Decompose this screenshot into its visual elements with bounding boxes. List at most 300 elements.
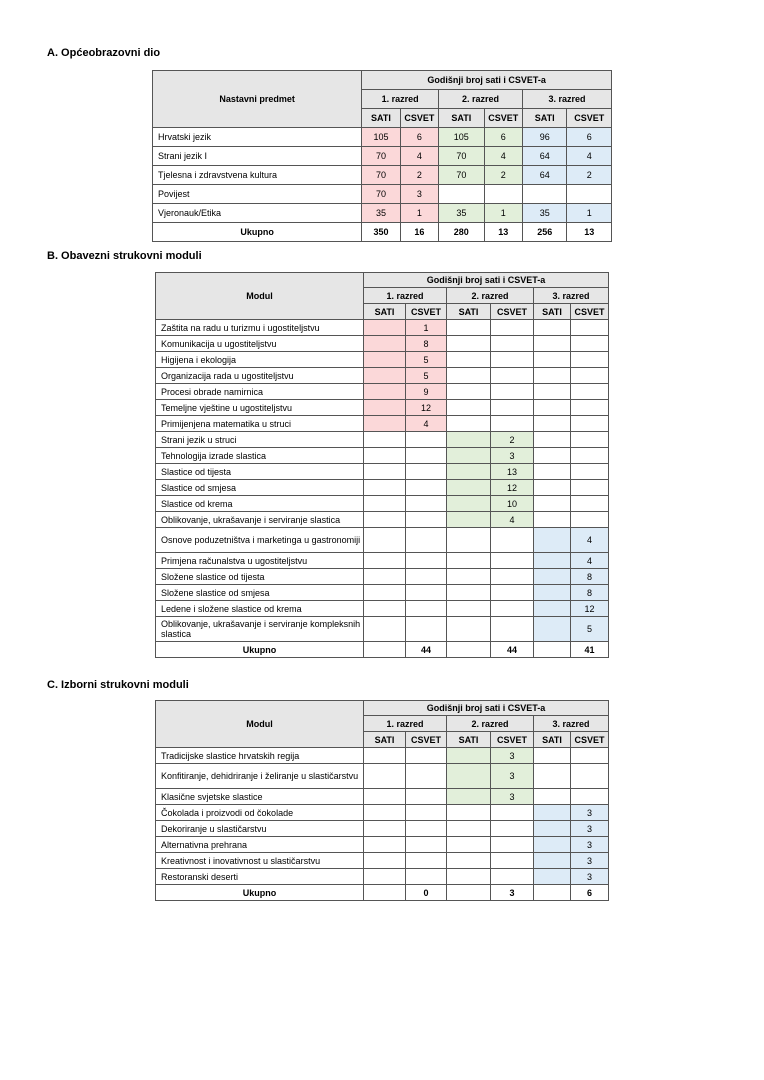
sati-cell: [364, 764, 406, 789]
sati-cell: [534, 821, 571, 837]
sati-cell: [534, 464, 571, 480]
sati-cell: [439, 185, 484, 204]
sati-cell: [534, 585, 571, 601]
table-row: [156, 480, 609, 496]
csvet-cell: [491, 569, 534, 585]
csvet-cell: 3: [571, 805, 609, 821]
csvet-cell: 3: [491, 764, 534, 789]
row-name: Konfitiranje, dehidriranje i želiranje u slastičarstvu: [156, 764, 364, 789]
csvet-cell: 4: [571, 528, 609, 553]
sati-cell: 70: [439, 147, 484, 166]
sati-cell: [447, 528, 491, 553]
total-cell: 3: [491, 885, 534, 901]
row-name: Tradicijske slastice hrvatskih regija: [156, 748, 364, 764]
sati-cell: [534, 416, 571, 432]
csvet-cell: 3: [400, 185, 438, 204]
sati-cell: [364, 585, 406, 601]
row-name: Procesi obrade namirnica: [156, 384, 364, 400]
csvet-cell: [491, 400, 534, 416]
csvet-cell: [406, 601, 447, 617]
csvet-cell: [491, 601, 534, 617]
sati-cell: [447, 585, 491, 601]
sati-cell: [447, 336, 491, 352]
sati-cell: [534, 617, 571, 642]
csvet-cell: [571, 384, 609, 400]
sati-cell: [364, 528, 406, 553]
first-column-header: Modul: [156, 273, 364, 320]
sati-cell: 105: [362, 128, 400, 147]
first-column-header: Modul: [156, 701, 364, 748]
csvet-cell: [491, 352, 534, 368]
total-cell: [364, 885, 406, 901]
row-name: Vjeronauk/Etika: [153, 204, 362, 223]
sati-cell: [364, 320, 406, 336]
csvet-cell: [484, 185, 522, 204]
csvet-cell: 3: [491, 789, 534, 805]
csvet-cell: [406, 496, 447, 512]
table-row: [156, 448, 609, 464]
csvet-cell: [571, 464, 609, 480]
sati-cell: [534, 805, 571, 821]
csvet-cell: [406, 448, 447, 464]
csvet-cell: [571, 764, 609, 789]
csvet-cell: [406, 553, 447, 569]
sati-cell: [447, 416, 491, 432]
csvet-cell: [571, 416, 609, 432]
csvet-cell: 5: [571, 617, 609, 642]
total-label: Ukupno: [156, 642, 364, 658]
sati-cell: 70: [362, 147, 400, 166]
csvet-cell: 3: [571, 869, 609, 885]
sati-cell: [364, 617, 406, 642]
table-row: [156, 764, 609, 789]
table-row: [156, 748, 609, 764]
csvet-cell: 3: [491, 748, 534, 764]
csvet-cell: [491, 805, 534, 821]
sati-cell: 70: [362, 185, 400, 204]
sati-cell: [447, 384, 491, 400]
csvet-cell: [491, 853, 534, 869]
table-row: [153, 185, 612, 204]
csvet-cell: 12: [491, 480, 534, 496]
csvet-header: CSVET: [491, 304, 534, 320]
total-cell: [447, 642, 491, 658]
year-header: 3. razred: [522, 90, 611, 109]
csvet-cell: [571, 320, 609, 336]
table-row: [153, 147, 612, 166]
year-header: 1. razred: [364, 288, 447, 304]
row-name: Temeljne vještine u ugostiteljstvu: [156, 400, 364, 416]
sati-cell: [364, 601, 406, 617]
group-header: Godišnji broj sati i CSVET-a: [364, 273, 609, 288]
sati-cell: [534, 789, 571, 805]
csvet-cell: [491, 528, 534, 553]
csvet-cell: [406, 432, 447, 448]
csvet-cell: [406, 585, 447, 601]
csvet-cell: 9: [406, 384, 447, 400]
sati-cell: [447, 837, 491, 853]
csvet-cell: 6: [567, 128, 612, 147]
csvet-cell: 4: [491, 512, 534, 528]
sati-cell: [522, 185, 566, 204]
sati-cell: [447, 432, 491, 448]
row-name: Klasične svjetske slastice: [156, 789, 364, 805]
csvet-cell: 3: [571, 853, 609, 869]
sati-cell: [447, 400, 491, 416]
year-header: 1. razred: [362, 90, 439, 109]
row-name: Higijena i ekologija: [156, 352, 364, 368]
csvet-cell: [406, 853, 447, 869]
sati-cell: [447, 464, 491, 480]
csvet-header: CSVET: [491, 732, 534, 748]
total-cell: 350: [362, 223, 400, 242]
total-label: Ukupno: [156, 885, 364, 901]
table-general-education: [152, 70, 612, 242]
sati-cell: 70: [439, 166, 484, 185]
sati-cell: [447, 512, 491, 528]
csvet-cell: [406, 617, 447, 642]
sati-cell: [534, 748, 571, 764]
sati-cell: [364, 336, 406, 352]
row-name: Ledene i složene slastice od krema: [156, 601, 364, 617]
year-header: 3. razred: [534, 716, 609, 732]
csvet-cell: [571, 480, 609, 496]
sati-cell: [534, 320, 571, 336]
sati-cell: [447, 496, 491, 512]
sati-cell: 64: [522, 166, 566, 185]
csvet-cell: 4: [484, 147, 522, 166]
total-cell: 0: [406, 885, 447, 901]
table-row: [156, 320, 609, 336]
csvet-cell: [406, 464, 447, 480]
sati-cell: 35: [362, 204, 400, 223]
sati-header: SATI: [439, 109, 484, 128]
csvet-cell: [571, 400, 609, 416]
sati-cell: [534, 432, 571, 448]
section-c-title: C. Izborni strukovni moduli: [47, 679, 189, 691]
group-header: Godišnji broj sati i CSVET-a: [362, 71, 612, 90]
sati-cell: [534, 601, 571, 617]
sati-cell: [364, 553, 406, 569]
table-row: [156, 512, 609, 528]
row-name: Tehnologija izrade slastica: [156, 448, 364, 464]
sati-cell: [534, 853, 571, 869]
sati-cell: [447, 869, 491, 885]
table-row: [156, 528, 609, 553]
sati-cell: [534, 368, 571, 384]
csvet-cell: [406, 569, 447, 585]
row-name: Kreativnost i inovativnost u slastičarstvu: [156, 853, 364, 869]
sati-cell: [534, 496, 571, 512]
csvet-cell: [406, 512, 447, 528]
year-header: 2. razred: [439, 90, 523, 109]
csvet-cell: [406, 805, 447, 821]
csvet-cell: [406, 789, 447, 805]
csvet-cell: [491, 320, 534, 336]
sati-cell: [447, 553, 491, 569]
row-name: Strani jezik u struci: [156, 432, 364, 448]
row-name: Slastice od smjesa: [156, 480, 364, 496]
total-row: [156, 642, 609, 658]
csvet-cell: 13: [491, 464, 534, 480]
sati-header: SATI: [534, 732, 571, 748]
csvet-header: CSVET: [571, 732, 609, 748]
sati-cell: [534, 528, 571, 553]
sati-cell: [364, 837, 406, 853]
csvet-cell: 8: [571, 585, 609, 601]
csvet-header: CSVET: [406, 304, 447, 320]
group-header: Godišnji broj sati i CSVET-a: [364, 701, 609, 716]
table-row: [156, 853, 609, 869]
csvet-cell: 2: [484, 166, 522, 185]
table-row: [156, 400, 609, 416]
table-mandatory-modules: [155, 272, 609, 658]
table-row: [156, 821, 609, 837]
csvet-cell: [491, 336, 534, 352]
csvet-cell: 8: [406, 336, 447, 352]
sati-cell: [534, 480, 571, 496]
table-row: [156, 617, 609, 642]
csvet-cell: 1: [400, 204, 438, 223]
sati-cell: [364, 496, 406, 512]
year-header: 2. razred: [447, 716, 534, 732]
sati-cell: [447, 821, 491, 837]
table-row: [156, 805, 609, 821]
sati-cell: [534, 569, 571, 585]
csvet-cell: 12: [406, 400, 447, 416]
sati-cell: [447, 480, 491, 496]
total-label: Ukupno: [153, 223, 362, 242]
csvet-cell: 2: [400, 166, 438, 185]
sati-header: SATI: [522, 109, 566, 128]
row-name: Tjelesna i zdravstvena kultura: [153, 166, 362, 185]
csvet-cell: [491, 585, 534, 601]
sati-cell: [534, 336, 571, 352]
csvet-cell: 1: [567, 204, 612, 223]
csvet-cell: 12: [571, 601, 609, 617]
sati-cell: [364, 789, 406, 805]
total-cell: 13: [567, 223, 612, 242]
sati-cell: [447, 352, 491, 368]
csvet-cell: [491, 821, 534, 837]
csvet-cell: 8: [571, 569, 609, 585]
sati-cell: 70: [362, 166, 400, 185]
sati-header: SATI: [447, 304, 491, 320]
row-name: Primijenjena matematika u struci: [156, 416, 364, 432]
csvet-cell: 6: [400, 128, 438, 147]
csvet-cell: [571, 448, 609, 464]
csvet-cell: [571, 336, 609, 352]
sati-cell: [364, 368, 406, 384]
sati-cell: [364, 512, 406, 528]
total-cell: 44: [406, 642, 447, 658]
sati-cell: [534, 448, 571, 464]
row-name: Komunikacija u ugostiteljstvu: [156, 336, 364, 352]
row-name: Složene slastice od smjesa: [156, 585, 364, 601]
sati-header: SATI: [364, 304, 406, 320]
table-row: [156, 601, 609, 617]
sati-header: SATI: [362, 109, 400, 128]
sati-cell: [534, 837, 571, 853]
csvet-header: CSVET: [484, 109, 522, 128]
table-row: [156, 496, 609, 512]
total-cell: 16: [400, 223, 438, 242]
sati-cell: [364, 384, 406, 400]
sati-cell: [447, 789, 491, 805]
csvet-cell: [406, 821, 447, 837]
row-name: Povijest: [153, 185, 362, 204]
csvet-cell: 1: [484, 204, 522, 223]
total-cell: [447, 885, 491, 901]
sati-cell: [364, 448, 406, 464]
table-row: [153, 204, 612, 223]
csvet-header: CSVET: [406, 732, 447, 748]
total-cell: [534, 642, 571, 658]
total-cell: [364, 642, 406, 658]
row-name: Hrvatski jezik: [153, 128, 362, 147]
sati-cell: [364, 432, 406, 448]
sati-cell: [534, 352, 571, 368]
year-header: 1. razred: [364, 716, 447, 732]
csvet-cell: 3: [571, 837, 609, 853]
table-row: [156, 789, 609, 805]
sati-cell: [447, 805, 491, 821]
csvet-cell: 6: [484, 128, 522, 147]
row-name: Osnove poduzetništva i marketinga u gastronomiji: [156, 528, 364, 553]
total-cell: 280: [439, 223, 484, 242]
table-row: [156, 336, 609, 352]
sati-cell: [534, 869, 571, 885]
sati-header: SATI: [447, 732, 491, 748]
section-a-title: A. Općeobrazovni dio: [47, 47, 161, 59]
csvet-cell: [491, 368, 534, 384]
year-header: 2. razred: [447, 288, 534, 304]
row-name: Oblikovanje, ukrašavanje i serviranje kompleksnih slastica: [156, 617, 364, 642]
table-row: [156, 464, 609, 480]
table-elective-modules: [155, 700, 609, 901]
csvet-cell: [491, 869, 534, 885]
total-cell: 6: [571, 885, 609, 901]
total-cell: 44: [491, 642, 534, 658]
csvet-header: CSVET: [567, 109, 612, 128]
sati-cell: [447, 764, 491, 789]
sati-cell: [364, 569, 406, 585]
sati-cell: [364, 352, 406, 368]
total-cell: 13: [484, 223, 522, 242]
sati-cell: [364, 748, 406, 764]
csvet-cell: [571, 789, 609, 805]
csvet-cell: [491, 553, 534, 569]
sati-cell: 105: [439, 128, 484, 147]
row-name: Čokolada i proizvodi od čokolade: [156, 805, 364, 821]
table-row: [156, 432, 609, 448]
csvet-cell: [491, 384, 534, 400]
row-name: Oblikovanje, ukrašavanje i serviranje slastica: [156, 512, 364, 528]
csvet-cell: 3: [571, 821, 609, 837]
first-column-header: Nastavni predmet: [153, 71, 362, 128]
sati-cell: 96: [522, 128, 566, 147]
total-cell: 256: [522, 223, 566, 242]
sati-cell: [447, 601, 491, 617]
sati-cell: 64: [522, 147, 566, 166]
table-row: [156, 585, 609, 601]
sati-cell: [534, 400, 571, 416]
row-name: Primjena računalstva u ugostiteljstvu: [156, 553, 364, 569]
csvet-cell: [571, 748, 609, 764]
csvet-cell: 5: [406, 352, 447, 368]
table-row: [156, 352, 609, 368]
sati-cell: [364, 805, 406, 821]
row-name: Zaštita na radu u turizmu i ugostiteljstvu: [156, 320, 364, 336]
row-name: Slastice od krema: [156, 496, 364, 512]
csvet-header: CSVET: [400, 109, 438, 128]
total-row: [156, 885, 609, 901]
table-row: [156, 384, 609, 400]
sati-cell: [534, 764, 571, 789]
csvet-cell: [491, 837, 534, 853]
table-row: [156, 553, 609, 569]
csvet-cell: [571, 512, 609, 528]
sati-cell: [447, 569, 491, 585]
total-cell: 41: [571, 642, 609, 658]
sati-cell: 35: [439, 204, 484, 223]
csvet-cell: 4: [567, 147, 612, 166]
total-cell: [534, 885, 571, 901]
csvet-cell: 4: [571, 553, 609, 569]
sati-cell: [364, 400, 406, 416]
csvet-cell: 2: [491, 432, 534, 448]
sati-cell: [364, 464, 406, 480]
sati-cell: [447, 320, 491, 336]
csvet-cell: [406, 837, 447, 853]
csvet-cell: [567, 185, 612, 204]
csvet-cell: 1: [406, 320, 447, 336]
csvet-cell: 3: [491, 448, 534, 464]
sati-cell: [364, 869, 406, 885]
sati-cell: [447, 617, 491, 642]
table-row: [153, 166, 612, 185]
table-row: [156, 569, 609, 585]
sati-cell: [534, 384, 571, 400]
csvet-cell: 4: [400, 147, 438, 166]
section-b-title: B. Obavezni strukovni moduli: [47, 250, 202, 262]
csvet-cell: [571, 368, 609, 384]
sati-cell: [364, 480, 406, 496]
sati-cell: [447, 368, 491, 384]
table-row: [153, 128, 612, 147]
sati-cell: [447, 448, 491, 464]
csvet-cell: [571, 432, 609, 448]
sati-cell: [364, 416, 406, 432]
csvet-cell: [406, 869, 447, 885]
sati-cell: [447, 853, 491, 869]
csvet-header: CSVET: [571, 304, 609, 320]
row-name: Organizacija rada u ugostiteljstvu: [156, 368, 364, 384]
table-row: [156, 416, 609, 432]
row-name: Dekoriranje u slastičarstvu: [156, 821, 364, 837]
row-name: Restoranski deserti: [156, 869, 364, 885]
sati-cell: [534, 553, 571, 569]
csvet-cell: [406, 748, 447, 764]
csvet-cell: [491, 617, 534, 642]
sati-cell: [447, 748, 491, 764]
csvet-cell: [571, 352, 609, 368]
csvet-cell: 10: [491, 496, 534, 512]
csvet-cell: [406, 764, 447, 789]
table-row: [156, 837, 609, 853]
table-row: [156, 368, 609, 384]
total-row: [153, 223, 612, 242]
